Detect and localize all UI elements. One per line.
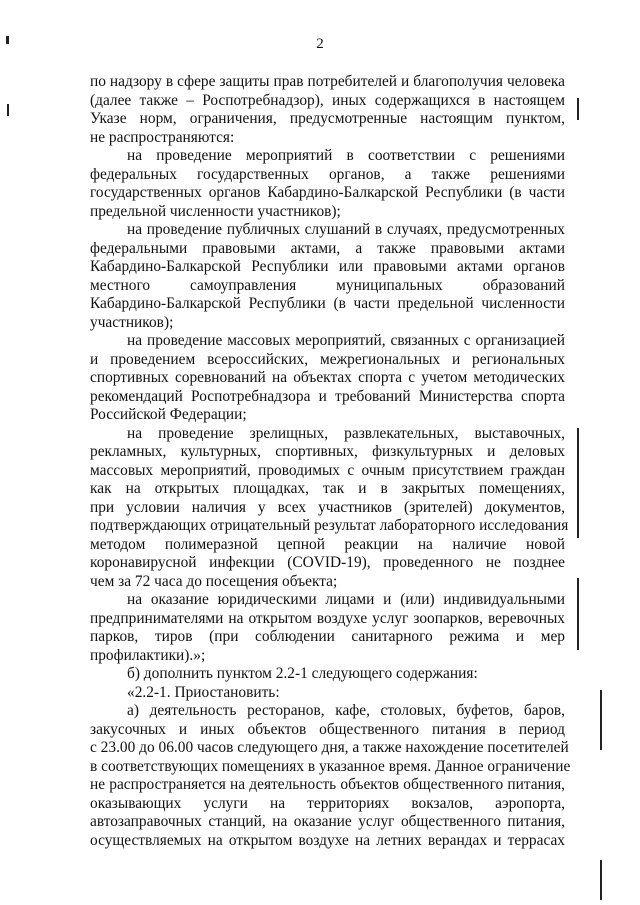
change-bar-3 — [577, 578, 579, 650]
page-number: 2 — [316, 36, 324, 52]
text-line: Кабардино-Балкарской Республики или правовыми актами органов — [90, 258, 565, 275]
text-line: б) дополнить пунктом 2.2-1 следующего содержания: — [127, 665, 478, 682]
text-line: Указе норм, ограничения, предусмотренные настоящим пунктом, — [90, 110, 565, 127]
text-line: федеральными правовыми актами, а также правовыми актами — [90, 239, 565, 257]
text-line: осуществляемых на открытом воздухе на летних верандах и террасах — [90, 831, 565, 849]
text-line: «2.2-1. Приостановить: — [127, 683, 280, 701]
text-line: коронавирусной инфекции (COVID-19), проведенного не позднее — [90, 554, 565, 571]
text-line: по надзору в сфере защиты прав потребителей и благополучия человека — [90, 73, 565, 90]
text-line: методом полимеразной цепной реакции на наличие новой — [90, 535, 565, 553]
text-line: участников); — [90, 313, 174, 331]
text-line: и проведением всероссийских, межрегиональных и региональных — [90, 350, 565, 368]
text-line: как на открытых площадках, так и в закрытых помещениях, — [90, 480, 565, 497]
text-line: (далее также – Роспотребнадзор), иных содержащихся в настоящем — [90, 91, 565, 109]
text-line: спортивных соревнований на объектах спорта с учетом методических — [90, 369, 565, 386]
text-line: на проведение публичных слушаний в случаях, предусмотренных — [127, 221, 565, 238]
text-line: чем за 72 часа до посещения объекта; — [90, 572, 338, 590]
text-line: не распространяются: — [90, 128, 235, 146]
text-line: рекламных, культурных, спортивных, физкультурных и деловых — [90, 443, 565, 460]
text-line: профилактики).»; — [90, 646, 206, 664]
text-line: не распространяется на деятельность объектов общественного питания, — [90, 776, 565, 793]
text-line: закусочных и иных объектов общественного питания в период — [90, 720, 565, 738]
text-line: на проведение мероприятий в соответствии с решениями — [127, 147, 565, 164]
text-line: на проведение массовых мероприятий, связанных с организацией — [127, 332, 565, 349]
text-line: с 23.00 до 06.00 часов следующего дня, а также нахождение посетителей — [90, 739, 569, 756]
text-line: в соответствующих помещениях в указанное время. Данное ограничение — [90, 757, 571, 775]
text-line: на оказание юридическими лицами и (или) индивидуальными — [127, 591, 565, 608]
text-line: а) деятельность ресторанов, кафе, столовых, буфетов, баров, — [127, 702, 565, 719]
change-bar-2 — [577, 428, 579, 538]
change-bar-5 — [600, 860, 602, 900]
text-line: рекомендаций Роспотребнадзора и требований Министерства спорта — [90, 387, 565, 405]
text-line: предпринимателями на открытом воздухе услуг зоопарков, веревочных — [90, 609, 565, 627]
text-line: автозаправочных станций, на оказание услуг общественного питания, — [90, 813, 565, 830]
text-line: Российской Федерации; — [90, 406, 247, 423]
text-line: при условии наличия у всех участников (зрителей) документов, — [90, 498, 565, 516]
scan-mark-left-top — [6, 36, 9, 44]
text-line: местного самоуправления муниципальных образований — [90, 276, 565, 294]
text-line: массовых мероприятий, проводимых с очным присутствием граждан — [90, 461, 565, 479]
text-line: Кабардино-Балкарской Республики (в части предельной численности — [90, 295, 565, 312]
text-line: государственных органов Кабардино-Балкарской Республики (в части — [90, 184, 565, 201]
change-bar-4 — [600, 690, 602, 750]
text-line: федеральных государственных органов, а также решениями — [90, 165, 565, 183]
text-line: подтверждающих отрицательный результат лабораторного исследования — [90, 517, 569, 534]
document-body — [90, 73, 571, 850]
text-line: на проведение зрелищных, развлекательных, выставочных, — [127, 424, 565, 442]
text-line: парков, тиров (при соблюдении санитарного режима и мер — [90, 628, 565, 645]
text-line: предельной численности участников); — [90, 202, 341, 220]
change-bar-1 — [577, 98, 579, 120]
text-line: оказывающих услуги на территориях вокзалов, аэропорта, — [90, 794, 565, 812]
scan-mark-left — [7, 104, 9, 116]
